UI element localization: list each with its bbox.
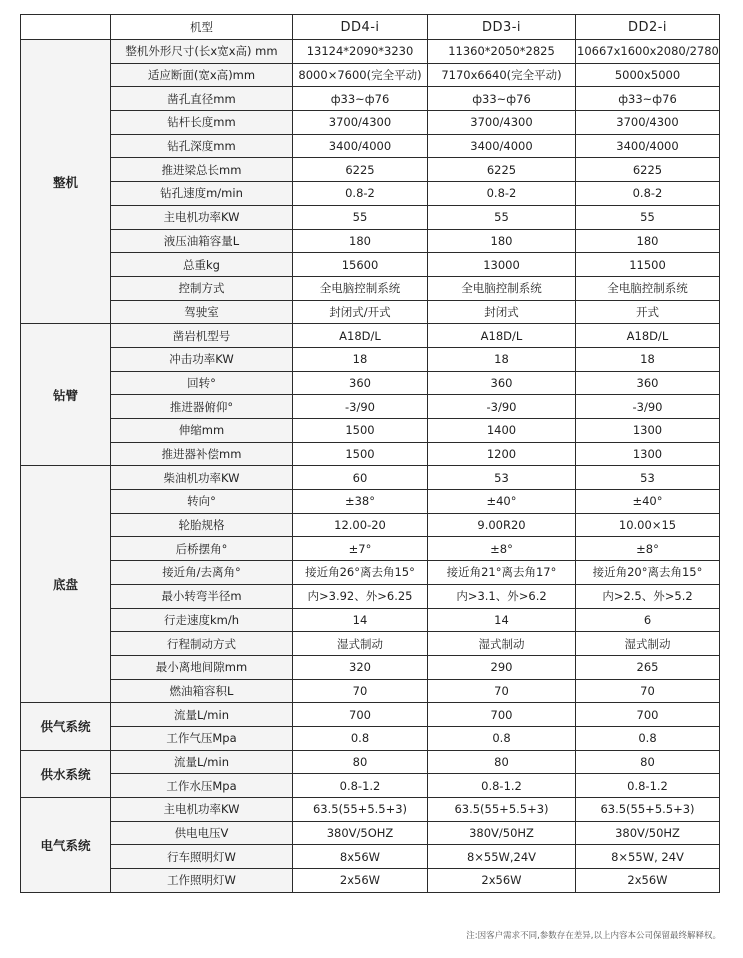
value-cell: 6225 [428, 158, 576, 182]
value-cell: 320 [293, 655, 428, 679]
table-row [21, 750, 720, 774]
value-cell: 接近角21°离去角17° [428, 561, 576, 585]
param-name: 工作气压Mpa [111, 726, 293, 750]
value-cell: 全电脑控制系统 [428, 276, 576, 300]
value-cell: ±40° [428, 490, 576, 514]
table-row [21, 798, 720, 822]
value-cell: 湿式制动 [293, 632, 428, 656]
value-cell: 0.8-1.2 [428, 774, 576, 798]
param-name: 最小转弯半径m [111, 584, 293, 608]
table-row [21, 608, 720, 632]
param-name: 燃油箱容积L [111, 679, 293, 703]
param-name: 供电电压V [111, 821, 293, 845]
table-row [21, 869, 720, 893]
spec-table [20, 14, 720, 893]
value-cell: 180 [293, 229, 428, 253]
value-cell: 2x56W [576, 869, 720, 893]
value-cell: -3/90 [576, 395, 720, 419]
value-cell: 8×55W,24V [428, 845, 576, 869]
value-cell: 6225 [293, 158, 428, 182]
value-cell: 80 [293, 750, 428, 774]
table-row [21, 229, 720, 253]
value-cell: 7170x6640(完全平动) [428, 63, 576, 87]
value-cell: 380V/50HZ [428, 821, 576, 845]
value-cell: 封闭式 [428, 300, 576, 324]
table-row [21, 561, 720, 585]
model-header-dd3: DD3-i [428, 15, 576, 40]
value-cell: 0.8-2 [576, 182, 720, 206]
param-name: 凿岩机型号 [111, 324, 293, 348]
value-cell: 8x56W [293, 845, 428, 869]
param-name: 整机外形尺寸(长x宽x高) mm [111, 40, 293, 64]
param-name: 液压油箱容量L [111, 229, 293, 253]
value-cell: 13124*2090*3230 [293, 40, 428, 64]
table-row [21, 845, 720, 869]
param-name: 工作照明灯W [111, 869, 293, 893]
param-name: 主电机功率KW [111, 798, 293, 822]
table-row [21, 276, 720, 300]
param-name: 推进器俯仰° [111, 395, 293, 419]
value-cell: 700 [428, 703, 576, 727]
table-row [21, 205, 720, 229]
table-row [21, 111, 720, 135]
value-cell: 18 [293, 347, 428, 371]
value-cell: 3400/4000 [576, 134, 720, 158]
param-name: 控制方式 [111, 276, 293, 300]
param-name: 钻杆长度mm [111, 111, 293, 135]
param-name: 流量L/min [111, 750, 293, 774]
value-cell: 60 [293, 466, 428, 490]
value-cell: 2x56W [428, 869, 576, 893]
table-row [21, 87, 720, 111]
table-row [21, 40, 720, 64]
param-name: 流量L/min [111, 703, 293, 727]
value-cell: 1400 [428, 419, 576, 443]
value-cell: 3400/4000 [428, 134, 576, 158]
value-cell: 63.5(55+5.5+3) [576, 798, 720, 822]
value-cell: 10.00×15 [576, 513, 720, 537]
value-cell: 湿式制动 [428, 632, 576, 656]
value-cell: 55 [428, 205, 576, 229]
value-cell: 18 [576, 347, 720, 371]
param-name: 后桥摆角° [111, 537, 293, 561]
value-cell: 全电脑控制系统 [293, 276, 428, 300]
table-row [21, 821, 720, 845]
model-header-dd2: DD2-i [576, 15, 720, 40]
value-cell: A18D/L [576, 324, 720, 348]
value-cell: 10667x1600x2080/2780 [576, 40, 720, 64]
value-cell: A18D/L [428, 324, 576, 348]
value-cell: 70 [428, 679, 576, 703]
table-row [21, 419, 720, 443]
value-cell: 0.8-2 [293, 182, 428, 206]
table-row [21, 466, 720, 490]
value-cell: -3/90 [293, 395, 428, 419]
value-cell: 14 [428, 608, 576, 632]
value-cell: 55 [576, 205, 720, 229]
value-cell: 13000 [428, 253, 576, 277]
param-name: 凿孔直径mm [111, 87, 293, 111]
value-cell: 180 [576, 229, 720, 253]
param-name: 轮胎规格 [111, 513, 293, 537]
value-cell: 0.8 [293, 726, 428, 750]
value-cell: 1300 [576, 419, 720, 443]
param-name: 推进器补偿mm [111, 442, 293, 466]
value-cell: 70 [293, 679, 428, 703]
value-cell: ±8° [576, 537, 720, 561]
footnote: 注:因客户需求不同,参数存在差异,以上内容本公司保留最终解释权。 [466, 931, 721, 941]
value-cell: 53 [428, 466, 576, 490]
param-name: 钻孔速度m/min [111, 182, 293, 206]
table-row [21, 134, 720, 158]
value-cell: 全电脑控制系统 [576, 276, 720, 300]
group-label: 底盘 [21, 466, 111, 703]
table-row [21, 324, 720, 348]
table-row [21, 63, 720, 87]
group-label: 供水系统 [21, 750, 111, 797]
param-header: 机型 [111, 15, 293, 40]
value-cell: 380V/50HZ [576, 821, 720, 845]
param-name: 伸缩mm [111, 419, 293, 443]
value-cell: 6225 [576, 158, 720, 182]
value-cell: 3700/4300 [576, 111, 720, 135]
value-cell: ф33~ф76 [428, 87, 576, 111]
value-cell: 15600 [293, 253, 428, 277]
value-cell: 3700/4300 [293, 111, 428, 135]
param-name: 冲击功率KW [111, 347, 293, 371]
param-name: 钻孔深度mm [111, 134, 293, 158]
value-cell: 5000x5000 [576, 63, 720, 87]
header-row [21, 15, 720, 40]
value-cell: 380V/5OHZ [293, 821, 428, 845]
value-cell: 700 [293, 703, 428, 727]
table-row [21, 537, 720, 561]
param-name: 驾驶室 [111, 300, 293, 324]
table-row [21, 300, 720, 324]
value-cell: 290 [428, 655, 576, 679]
value-cell: 0.8-2 [428, 182, 576, 206]
value-cell: 开式 [576, 300, 720, 324]
value-cell: 1200 [428, 442, 576, 466]
value-cell: 70 [576, 679, 720, 703]
value-cell: 3400/4000 [293, 134, 428, 158]
value-cell: 360 [293, 371, 428, 395]
table-row [21, 513, 720, 537]
param-name: 适应断面(宽x高)mm [111, 63, 293, 87]
value-cell: 360 [576, 371, 720, 395]
value-cell: ±38° [293, 490, 428, 514]
param-name: 接近角/去离角° [111, 561, 293, 585]
param-name: 行程制动方式 [111, 632, 293, 656]
value-cell: 8000×7600(完全平动) [293, 63, 428, 87]
value-cell: ±8° [428, 537, 576, 561]
group-label: 电气系统 [21, 798, 111, 893]
value-cell: 接近角26°离去角15° [293, 561, 428, 585]
value-cell: 0.8 [576, 726, 720, 750]
value-cell: 11500 [576, 253, 720, 277]
value-cell: -3/90 [428, 395, 576, 419]
value-cell: 700 [576, 703, 720, 727]
value-cell: 接近角20°离去角15° [576, 561, 720, 585]
param-name: 行车照明灯W [111, 845, 293, 869]
table-row [21, 182, 720, 206]
table-row [21, 679, 720, 703]
value-cell: 封闭式/开式 [293, 300, 428, 324]
value-cell: A18D/L [293, 324, 428, 348]
table-row [21, 774, 720, 798]
value-cell: 360 [428, 371, 576, 395]
value-cell: ±40° [576, 490, 720, 514]
group-label: 整机 [21, 40, 111, 324]
corner-cell [21, 15, 111, 40]
table-row [21, 158, 720, 182]
value-cell: 湿式制动 [576, 632, 720, 656]
value-cell: 2x56W [293, 869, 428, 893]
table-row [21, 703, 720, 727]
value-cell: 内>2.5、外>5.2 [576, 584, 720, 608]
value-cell: 3700/4300 [428, 111, 576, 135]
model-header-dd4: DD4-i [293, 15, 428, 40]
value-cell: 14 [293, 608, 428, 632]
value-cell: 53 [576, 466, 720, 490]
value-cell: ±7° [293, 537, 428, 561]
value-cell: ф33~ф76 [576, 87, 720, 111]
param-name: 最小离地间隙mm [111, 655, 293, 679]
value-cell: 内>3.92、外>6.25 [293, 584, 428, 608]
table-row [21, 584, 720, 608]
value-cell: 80 [428, 750, 576, 774]
value-cell: 1500 [293, 419, 428, 443]
table-row [21, 442, 720, 466]
value-cell: 11360*2050*2825 [428, 40, 576, 64]
value-cell: 0.8 [428, 726, 576, 750]
value-cell: 0.8-1.2 [576, 774, 720, 798]
param-name: 行走速度km/h [111, 608, 293, 632]
table-row [21, 632, 720, 656]
table-row [21, 395, 720, 419]
value-cell: 1500 [293, 442, 428, 466]
param-name: 转向° [111, 490, 293, 514]
group-label: 钻臂 [21, 324, 111, 466]
param-name: 回转° [111, 371, 293, 395]
table-row [21, 371, 720, 395]
value-cell: 265 [576, 655, 720, 679]
param-name: 柴油机功率KW [111, 466, 293, 490]
table-row [21, 726, 720, 750]
param-name: 总重kg [111, 253, 293, 277]
value-cell: 63.5(55+5.5+3) [428, 798, 576, 822]
value-cell: 18 [428, 347, 576, 371]
table-row [21, 347, 720, 371]
value-cell: ф33~ф76 [293, 87, 428, 111]
value-cell: 8×55W, 24V [576, 845, 720, 869]
value-cell: 内>3.1、外>6.2 [428, 584, 576, 608]
table-row [21, 655, 720, 679]
value-cell: 12.00-20 [293, 513, 428, 537]
param-name: 推进梁总长mm [111, 158, 293, 182]
value-cell: 0.8-1.2 [293, 774, 428, 798]
value-cell: 63.5(55+5.5+3) [293, 798, 428, 822]
value-cell: 6 [576, 608, 720, 632]
group-label: 供气系统 [21, 703, 111, 750]
value-cell: 1300 [576, 442, 720, 466]
param-name: 主电机功率KW [111, 205, 293, 229]
value-cell: 80 [576, 750, 720, 774]
value-cell: 55 [293, 205, 428, 229]
table-row [21, 490, 720, 514]
value-cell: 9.00R20 [428, 513, 576, 537]
table-row [21, 253, 720, 277]
param-name: 工作水压Mpa [111, 774, 293, 798]
value-cell: 180 [428, 229, 576, 253]
